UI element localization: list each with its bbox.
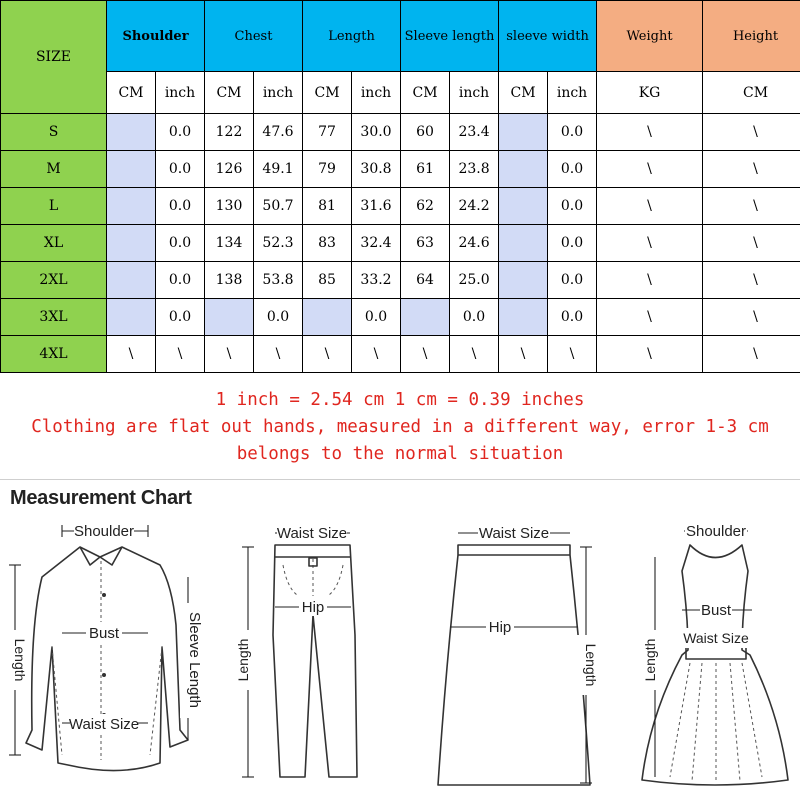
size-value-cell: 0.0 bbox=[352, 299, 401, 336]
size-value-cell: 32.4 bbox=[352, 225, 401, 262]
size-value-cell: \ bbox=[597, 225, 703, 262]
size-value-cell: 50.7 bbox=[254, 188, 303, 225]
dress-illustration bbox=[630, 515, 800, 800]
size-value-cell bbox=[499, 262, 548, 299]
size-value-cell: 77 bbox=[303, 114, 352, 151]
size-value-cell: \ bbox=[703, 299, 800, 336]
unit-cell: CM bbox=[107, 72, 156, 114]
skirt-length-label: Length bbox=[583, 643, 599, 687]
size-value-cell: 0.0 bbox=[548, 188, 597, 225]
size-label: 4XL bbox=[1, 336, 107, 373]
size-label: 3XL bbox=[1, 299, 107, 336]
size-value-cell: \ bbox=[597, 114, 703, 151]
size-value-cell bbox=[499, 188, 548, 225]
size-value-cell bbox=[499, 151, 548, 188]
size-value-cell: 0.0 bbox=[548, 114, 597, 151]
size-row bbox=[1, 188, 800, 225]
size-value-cell bbox=[107, 188, 156, 225]
unit-cell: inch bbox=[450, 72, 499, 114]
size-value-cell: 0.0 bbox=[156, 262, 205, 299]
size-value-cell bbox=[303, 299, 352, 336]
size-value-cell: 33.2 bbox=[352, 262, 401, 299]
unit-cell: inch bbox=[156, 72, 205, 114]
size-value-cell: \ bbox=[548, 336, 597, 373]
size-value-cell: 81 bbox=[303, 188, 352, 225]
conversion-note: 1 inch = 2.54 cm 1 cm = 0.39 inches bbox=[215, 390, 585, 410]
pants-hip-label: Hip bbox=[301, 599, 325, 616]
unit-cell: CM bbox=[401, 72, 450, 114]
unit-cell: inch bbox=[352, 72, 401, 114]
size-chart-table bbox=[0, 0, 800, 373]
unit-cell: CM bbox=[303, 72, 352, 114]
dress-waist-label: Waist Size bbox=[683, 630, 749, 646]
size-value-cell: \ bbox=[303, 336, 352, 373]
size-value-cell: 62 bbox=[401, 188, 450, 225]
size-value-cell: 52.3 bbox=[254, 225, 303, 262]
size-value-cell: 49.1 bbox=[254, 151, 303, 188]
size-label: M bbox=[1, 151, 107, 188]
size-value-cell bbox=[499, 225, 548, 262]
divider bbox=[0, 479, 800, 480]
header-weight: Weight bbox=[597, 1, 703, 72]
size-value-cell: \ bbox=[254, 336, 303, 373]
size-value-cell: 0.0 bbox=[156, 188, 205, 225]
size-value-cell: \ bbox=[352, 336, 401, 373]
header-row bbox=[1, 1, 800, 72]
size-value-cell: 0.0 bbox=[156, 114, 205, 151]
size-value-cell: 138 bbox=[205, 262, 254, 299]
size-value-cell: 122 bbox=[205, 114, 254, 151]
unit-cell: CM bbox=[703, 72, 800, 114]
shirt-sleeve-length-label: Sleeve Length bbox=[186, 612, 203, 708]
size-value-cell: \ bbox=[205, 336, 254, 373]
header-height: Height bbox=[703, 1, 800, 72]
size-value-cell: \ bbox=[703, 188, 800, 225]
size-value-cell: 63 bbox=[401, 225, 450, 262]
skirt-illustration bbox=[420, 515, 605, 800]
size-value-cell: 134 bbox=[205, 225, 254, 262]
size-value-cell: 0.0 bbox=[548, 299, 597, 336]
size-value-cell: 85 bbox=[303, 262, 352, 299]
size-value-cell: 130 bbox=[205, 188, 254, 225]
size-label: XL bbox=[1, 225, 107, 262]
size-header: SIZE bbox=[1, 1, 107, 114]
header-sleeve-width: sleeve width bbox=[499, 1, 597, 72]
size-value-cell bbox=[107, 225, 156, 262]
size-label: 2XL bbox=[1, 262, 107, 299]
size-value-cell: \ bbox=[156, 336, 205, 373]
size-value-cell: 0.0 bbox=[156, 299, 205, 336]
size-value-cell bbox=[107, 151, 156, 188]
size-row bbox=[1, 225, 800, 262]
size-value-cell: \ bbox=[597, 188, 703, 225]
size-value-cell: 23.8 bbox=[450, 151, 499, 188]
size-row bbox=[1, 114, 800, 151]
unit-cell: CM bbox=[205, 72, 254, 114]
size-value-cell: 0.0 bbox=[254, 299, 303, 336]
size-label: L bbox=[1, 188, 107, 225]
size-value-cell: \ bbox=[703, 225, 800, 262]
unit-cell: inch bbox=[548, 72, 597, 114]
size-row bbox=[1, 151, 800, 188]
header-shoulder: Shoulder bbox=[107, 1, 205, 72]
shirt-length-label: Length bbox=[12, 638, 28, 682]
size-value-cell bbox=[205, 299, 254, 336]
size-value-cell: 47.6 bbox=[254, 114, 303, 151]
shirt-waist-label: Waist Size bbox=[68, 716, 140, 733]
size-value-cell: 83 bbox=[303, 225, 352, 262]
size-value-cell: 25.0 bbox=[450, 262, 499, 299]
unit-cell: inch bbox=[254, 72, 303, 114]
skirt-waist-label: Waist Size bbox=[478, 525, 550, 542]
size-value-cell: 0.0 bbox=[548, 262, 597, 299]
size-value-cell: 31.6 bbox=[352, 188, 401, 225]
size-value-cell: \ bbox=[597, 336, 703, 373]
size-value-cell: 61 bbox=[401, 151, 450, 188]
size-value-cell: \ bbox=[401, 336, 450, 373]
unit-cell: KG bbox=[597, 72, 703, 114]
header-length: Length bbox=[303, 1, 401, 72]
header-chest: Chest bbox=[205, 1, 303, 72]
size-value-cell: 23.4 bbox=[450, 114, 499, 151]
size-value-cell: \ bbox=[107, 336, 156, 373]
size-value-cell: \ bbox=[450, 336, 499, 373]
size-value-cell: 60 bbox=[401, 114, 450, 151]
size-value-cell: 79 bbox=[303, 151, 352, 188]
size-value-cell: \ bbox=[703, 151, 800, 188]
size-value-cell: \ bbox=[703, 114, 800, 151]
size-value-cell: 0.0 bbox=[548, 151, 597, 188]
size-row bbox=[1, 336, 800, 373]
header-sleeve-length: Sleeve length bbox=[401, 1, 499, 72]
unit-row bbox=[1, 72, 800, 114]
measurement-chart-title: Measurement Chart bbox=[10, 487, 192, 509]
size-value-cell: \ bbox=[703, 336, 800, 373]
size-value-cell: \ bbox=[703, 262, 800, 299]
shirt-shoulder-label: Shoulder bbox=[73, 523, 135, 540]
dress-length-label: Length bbox=[642, 638, 658, 682]
size-value-cell: 24.2 bbox=[450, 188, 499, 225]
dress-shoulder-label: Shoulder bbox=[685, 523, 747, 540]
size-value-cell bbox=[107, 114, 156, 151]
size-value-cell: 24.6 bbox=[450, 225, 499, 262]
size-label: S bbox=[1, 114, 107, 151]
size-value-cell bbox=[107, 262, 156, 299]
size-value-cell bbox=[499, 114, 548, 151]
pants-waist-label: Waist Size bbox=[276, 525, 348, 542]
dress-bust-label: Bust bbox=[700, 602, 732, 619]
size-value-cell: 64 bbox=[401, 262, 450, 299]
size-value-cell: 0.0 bbox=[450, 299, 499, 336]
pants-length-label: Length bbox=[235, 638, 251, 682]
size-row bbox=[1, 262, 800, 299]
size-value-cell: 30.8 bbox=[352, 151, 401, 188]
size-notes bbox=[0, 372, 800, 480]
pants-illustration bbox=[225, 515, 385, 800]
size-value-cell: 30.0 bbox=[352, 114, 401, 151]
measurement-note-cont: belongs to the normal situation bbox=[236, 444, 564, 464]
size-value-cell: 53.8 bbox=[254, 262, 303, 299]
size-value-cell: 126 bbox=[205, 151, 254, 188]
size-value-cell: \ bbox=[597, 151, 703, 188]
size-value-cell: \ bbox=[597, 299, 703, 336]
size-value-cell: 0.0 bbox=[548, 225, 597, 262]
size-rows bbox=[1, 114, 800, 373]
size-value-cell bbox=[499, 299, 548, 336]
shirt-bust-label: Bust bbox=[88, 625, 120, 642]
measurement-note: Clothing are flat out hands, measured in a different way, error 1-3 cm bbox=[31, 417, 769, 437]
unit-cell: CM bbox=[499, 72, 548, 114]
size-value-cell: 0.0 bbox=[156, 151, 205, 188]
size-value-cell: \ bbox=[499, 336, 548, 373]
size-value-cell bbox=[401, 299, 450, 336]
shirt-illustration bbox=[0, 515, 205, 800]
size-value-cell: 0.0 bbox=[156, 225, 205, 262]
skirt-hip-label: Hip bbox=[488, 619, 512, 636]
size-row bbox=[1, 299, 800, 336]
size-value-cell: \ bbox=[597, 262, 703, 299]
size-value-cell bbox=[107, 299, 156, 336]
